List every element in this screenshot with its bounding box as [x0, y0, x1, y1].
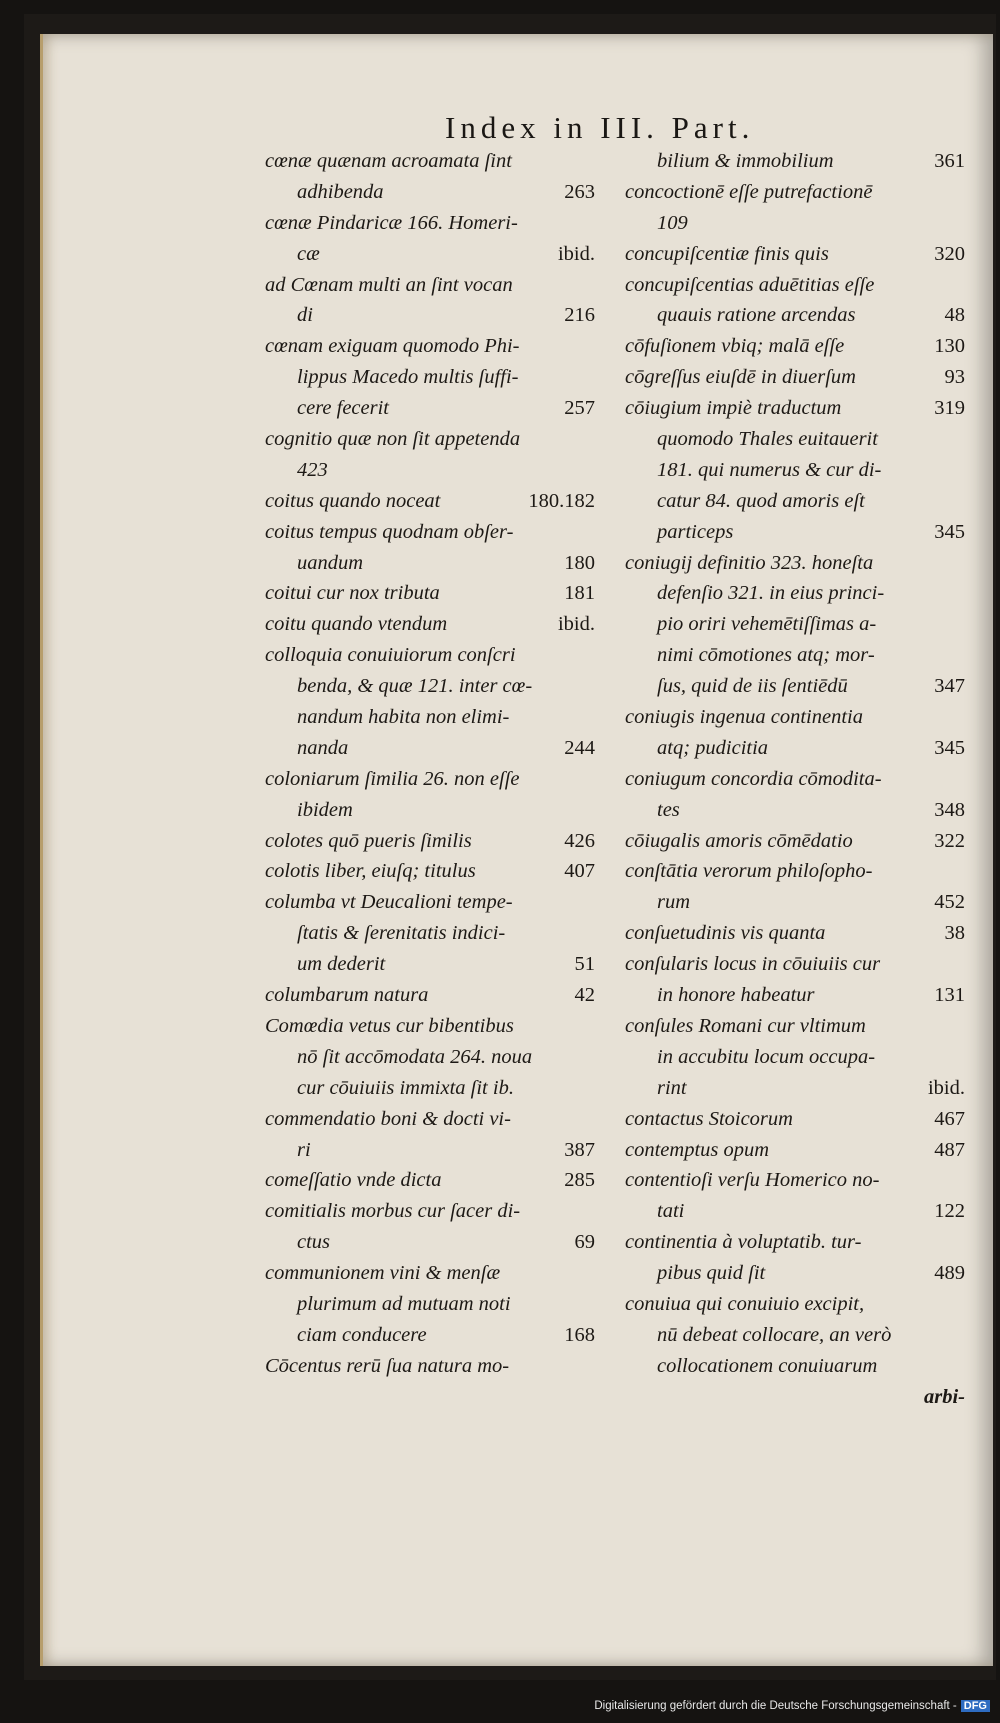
index-entry [625, 980, 965, 1011]
index-entry-text: contentioſi verſu Homerico no- [625, 1169, 880, 1192]
index-entry-text: cōgreſſus eiuſdē in diuerſum [625, 366, 856, 389]
index-entry-text: colotes quō pueris ſimilis [265, 829, 472, 852]
index-entry [625, 362, 965, 393]
page-reference: 180.182 [528, 489, 595, 512]
index-entry [265, 1258, 595, 1289]
index-entry [265, 702, 595, 733]
index-entry [265, 1165, 595, 1196]
page-reference: 122 [934, 1200, 965, 1223]
index-entry [625, 270, 965, 301]
index-entry [265, 1135, 595, 1166]
index-entry [265, 1011, 595, 1042]
index-entry-text: uandum [297, 551, 364, 574]
index-entry-text: conſularis locus in cōuiuiis cur [625, 953, 881, 976]
page-reference: 348 [934, 798, 965, 821]
index-entry-text: cœnam exiguam quomodo Phi- [265, 335, 520, 358]
index-entry [265, 1320, 595, 1351]
index-entry-text: in honore habeatur [657, 984, 815, 1007]
index-entry-text: lippus Macedo multis ſuffi- [297, 366, 519, 389]
page-reference: 130 [934, 335, 965, 358]
page-reference: 322 [934, 829, 965, 852]
index-entry [265, 795, 595, 826]
index-entry-text: coniugis ingenua continentia [625, 706, 863, 729]
index-entry [625, 146, 965, 177]
page-reference: 487 [934, 1138, 965, 1161]
index-entry [625, 1196, 965, 1227]
footer-credit [0, 1700, 1000, 1712]
page-reference: 345 [934, 736, 965, 759]
page-reference: 319 [934, 397, 965, 420]
index-entry-text: benda, & quæ 121. inter cœ- [297, 675, 533, 698]
index-entry-text: ibidem [297, 798, 353, 821]
index-entry [265, 949, 595, 980]
index-entry [625, 1382, 965, 1413]
index-entry [625, 1011, 965, 1042]
index-entry-text: nō ſit accōmodata 264. noua [297, 1045, 533, 1068]
index-entry-text: comeſſatio vnde dicta [265, 1169, 442, 1192]
index-entry-text: coitui cur nox tributa [265, 582, 440, 605]
page-reference: 345 [934, 520, 965, 543]
index-entry-text: cœnæ quænam acroamata ſint [265, 150, 512, 172]
index-entry [625, 208, 965, 239]
index-entry-text: cur cōuiuiis immixta ſit ib. [297, 1076, 514, 1099]
index-entry [265, 300, 595, 331]
page-reference: 180 [564, 551, 595, 574]
index-entry-text: columbarum natura [265, 984, 429, 1007]
page-reference: ibid. [927, 1076, 965, 1099]
index-entry-text: particeps [657, 520, 734, 543]
page-reference: 131 [934, 984, 965, 1007]
index-entry-text: coitus quando noceat [265, 489, 441, 512]
index-entry-text: nandum habita non elimi- [297, 706, 510, 729]
index-entry-text: conſuetudinis vis quanta [625, 922, 826, 945]
index-entry [625, 1351, 965, 1382]
index-entry-text: di [297, 304, 313, 327]
index-entry [265, 177, 595, 208]
index-entry [265, 764, 595, 795]
index-entry [265, 1104, 595, 1135]
index-entry-text: conſules Romani cur vltimum [625, 1014, 866, 1037]
page-reference: 181 [564, 582, 595, 605]
index-entry-text: ri [297, 1138, 311, 1161]
index-entry [625, 486, 965, 517]
page-reference: ibid. [557, 613, 595, 636]
index-entry-text: nū debeat collocare, an verò [657, 1323, 892, 1346]
page-reference: 320 [934, 242, 965, 265]
footer-text: Digitalisierung gefördert durch die Deutsche Forschungsgemeinschaft - [594, 1700, 957, 1712]
index-entry-text: Comœdia vetus cur bibentibus [265, 1014, 514, 1037]
index-entry [625, 918, 965, 949]
index-entry-text: coniugum concordia cōmodita- [625, 767, 882, 790]
index-entry-text: quomodo Thales euitauerit [657, 428, 878, 451]
page-reference: 347 [934, 675, 965, 698]
index-entry-text: ciam conducere [297, 1323, 427, 1346]
index-entry [625, 300, 965, 331]
page-reference: 244 [564, 736, 595, 759]
index-entry-text: coitu quando vtendum [265, 613, 448, 636]
index-entry [625, 764, 965, 795]
index-entry [625, 1165, 965, 1196]
index-entry-text: communionem vini & menſæ [265, 1262, 501, 1285]
page-reference: 489 [934, 1262, 965, 1285]
page-reference: 216 [564, 304, 595, 327]
index-entry [625, 1320, 965, 1351]
index-entry [265, 856, 595, 887]
index-entry-text: nimi cōmotiones atq; mor- [657, 644, 875, 667]
index-entry [265, 1073, 595, 1104]
index-entry [625, 424, 965, 455]
index-entry [265, 578, 595, 609]
index-entry-text: coloniarum ſimilia 26. non eſſe [265, 767, 520, 790]
index-entry-text: bilium & immobilium [657, 150, 834, 172]
index-entry-text: colotis liber, eiuſq; titulus [265, 860, 476, 883]
index-entry [265, 826, 595, 857]
index-entry [625, 949, 965, 980]
index-entry [265, 1351, 595, 1382]
page-reference: 38 [944, 922, 965, 945]
index-entry-text: in accubitu locum occupa- [657, 1045, 876, 1068]
index-entry-text: comitialis morbus cur ſacer di- [265, 1200, 521, 1223]
index-entry-text: concupiſcentiæ finis quis [625, 242, 829, 265]
index-entry [265, 208, 595, 239]
page-reference: 257 [564, 397, 595, 420]
index-entry [625, 331, 965, 362]
index-entry [625, 1042, 965, 1073]
page-reference: 467 [934, 1107, 965, 1130]
index-entry-text: contemptus opum [625, 1138, 770, 1161]
page-reference: ibid. [557, 242, 595, 265]
index-entry [265, 609, 595, 640]
index-entry-text: concoctionē eſſe putrefactionē [625, 180, 873, 203]
page-reference: 51 [574, 953, 595, 976]
index-entry [625, 1258, 965, 1289]
index-entry-text: cōiugium impiè traductum [625, 397, 842, 420]
index-entry [625, 1073, 965, 1104]
index-entry-text: um dederit [297, 953, 386, 976]
index-entry-text: rint [657, 1076, 687, 1099]
index-entry [265, 146, 595, 177]
page-reference: 69 [574, 1231, 595, 1254]
index-entry-text: commendatio boni & docti vi- [265, 1107, 511, 1130]
index-entry-text: pio oriri vehemētiſſimas a- [657, 613, 877, 636]
index-entry-text: collocationem conuiuarum [657, 1354, 878, 1377]
index-entry-text: Cōcentus rerū ſua natura mo- [265, 1354, 510, 1377]
page-reference: 361 [934, 150, 965, 172]
index-entry-text: quauis ratione arcendas [657, 304, 856, 327]
page-reference: 452 [934, 891, 965, 914]
index-entry [265, 548, 595, 579]
index-entry [265, 980, 595, 1011]
page-reference: 42 [574, 984, 595, 1007]
index-entry [265, 424, 595, 455]
index-entry [625, 826, 965, 857]
index-entry-text: colloquia conuiuiorum conſcri [265, 644, 516, 667]
page-reference: 285 [564, 1169, 595, 1192]
index-entry [625, 455, 965, 486]
index-entry-text: conuiua qui conuiuio excipit, [625, 1292, 865, 1315]
index-entry-text: rum [657, 891, 691, 914]
index-entry [625, 702, 965, 733]
running-header: Index in III. Part. [445, 110, 755, 145]
index-entry-text: tati [657, 1200, 685, 1223]
index-entry-text: cæ [297, 242, 320, 265]
index-entry [625, 239, 965, 270]
index-entry-text: ſtatis & ſerenitatis indici- [297, 922, 506, 945]
index-entry-text: adhibenda [297, 180, 384, 203]
index-entry [265, 239, 595, 270]
index-entry-text: concupiſcentias aduētitias eſſe [625, 273, 875, 296]
index-entry-text: conſtātia verorum philoſopho- [625, 860, 873, 883]
page-reference: 263 [564, 180, 595, 203]
page-reference: 407 [564, 860, 595, 883]
index-entry [625, 1104, 965, 1135]
index-entry [625, 609, 965, 640]
index-entry-text: pibus quid ſit [657, 1262, 766, 1285]
index-entry-text: continentia à voluptatib. tur- [625, 1231, 862, 1254]
index-entry [265, 1289, 595, 1320]
index-entry-text: defenſio 321. in eius princi- [657, 582, 885, 605]
index-entry [265, 486, 595, 517]
index-entry [265, 918, 595, 949]
index-entry [625, 393, 965, 424]
index-entry [265, 270, 595, 301]
index-entry-text: cognitio quæ non ſit appetenda [265, 428, 521, 451]
index-entry [265, 517, 595, 548]
index-entry [625, 671, 965, 702]
index-entry [625, 517, 965, 548]
index-entry [265, 331, 595, 362]
index-entry-text: catur 84. quod amoris eſt [657, 489, 865, 512]
index-entry-text: contactus Stoicorum [625, 1107, 793, 1130]
index-entry-text: 181. qui numerus & cur di- [657, 458, 882, 481]
index-entry-text: atq; pudicitia [657, 736, 769, 759]
index-column-left [265, 146, 595, 1382]
index-entry-text: coniugij definitio 323. honeſta [625, 551, 874, 574]
index-entry [625, 1289, 965, 1320]
index-entry-text: plurimum ad mutuam noti [297, 1292, 511, 1315]
index-entry [625, 578, 965, 609]
index-entry [625, 1135, 965, 1166]
index-entry [625, 1227, 965, 1258]
page-reference: 387 [564, 1138, 595, 1161]
page-reference: 168 [564, 1323, 595, 1346]
index-entry [625, 640, 965, 671]
index-entry-text: columba vt Deucalioni tempe- [265, 891, 513, 914]
index-entry [265, 671, 595, 702]
index-entry [265, 1227, 595, 1258]
index-entry-text: arbi- [924, 1385, 965, 1408]
index-entry [625, 177, 965, 208]
index-entry-text: cōfuſionem vbiq; malā eſſe [625, 335, 845, 358]
index-entry [265, 640, 595, 671]
index-entry [265, 362, 595, 393]
dfg-logo: DFG [961, 1700, 990, 1712]
index-entry [265, 393, 595, 424]
page-reference: 93 [944, 366, 965, 389]
page-reference: 426 [564, 829, 595, 852]
index-entry [625, 856, 965, 887]
page-reference: 48 [944, 304, 965, 327]
index-entry-text: cœnæ Pindaricæ 166. Homeri- [265, 211, 518, 234]
index-entry-text: nanda [297, 736, 349, 759]
index-entry-text: ad Cœnam multi an ſint vocan [265, 273, 513, 296]
index-entry [265, 455, 595, 486]
index-entry [265, 887, 595, 918]
index-entry-text: tes [657, 798, 680, 821]
index-entry [625, 733, 965, 764]
index-entry [265, 1196, 595, 1227]
index-column-right [625, 146, 965, 1413]
index-entry-text: cōiugalis amoris cōmēdatio [625, 829, 853, 852]
index-entry-text: ſus, quid de iis ſentiēdū [657, 675, 848, 698]
index-entry [625, 795, 965, 826]
index-entry-text: coitus tempus quodnam obſer- [265, 520, 514, 543]
index-entry-text: 423 [297, 458, 328, 481]
index-entry [625, 548, 965, 579]
index-entry-text: 109 [657, 211, 688, 234]
index-entry [625, 887, 965, 918]
index-entry [265, 1042, 595, 1073]
index-entry-text: ctus [297, 1231, 331, 1254]
index-entry-text: cere fecerit [297, 397, 389, 420]
index-entry [265, 733, 595, 764]
